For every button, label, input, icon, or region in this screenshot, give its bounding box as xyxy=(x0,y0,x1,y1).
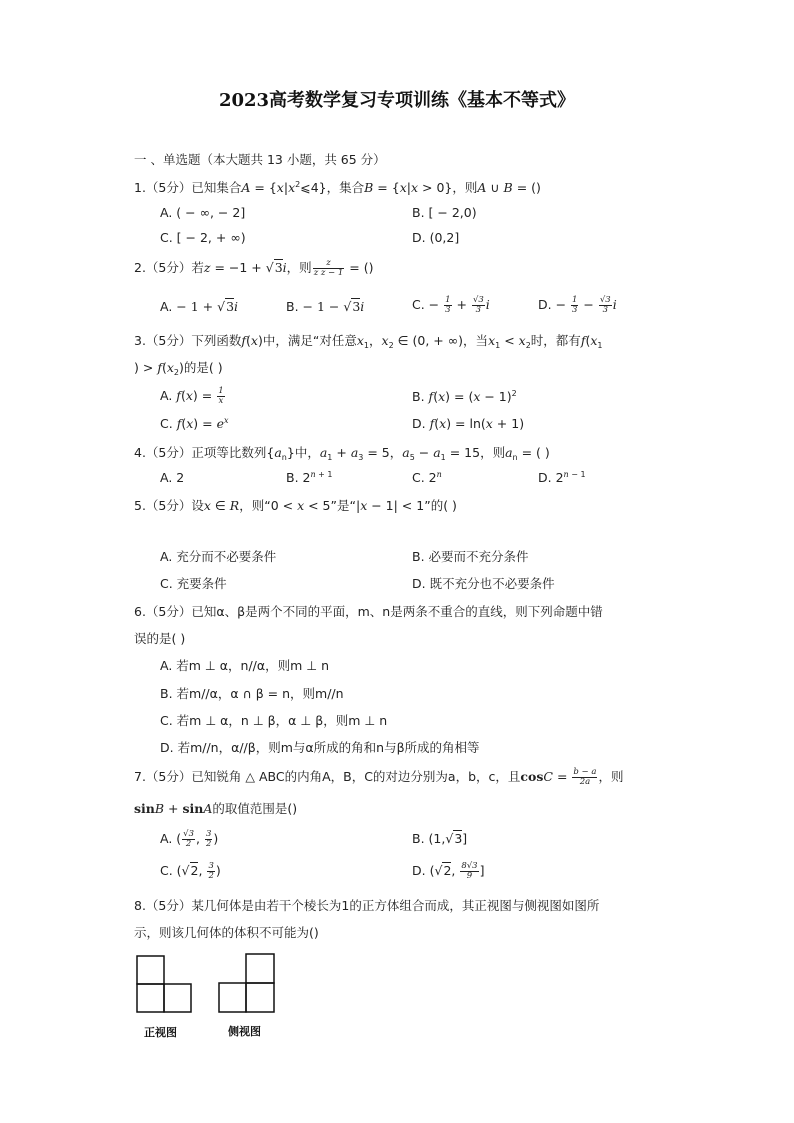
front-view-drawing xyxy=(137,956,191,1012)
question-4-option-c: C. 2$^n$ xyxy=(412,470,442,485)
question-4-option-a: A. 2 xyxy=(160,470,185,485)
question-3-stem-line1: 3.（5分）下列函数f(x)中，满足“对任意$x_1$，$x_2$ ∈ (0, + ∞)，当$x_1 < x_2$时，都有$f(x_1$ xyxy=(134,333,603,350)
question-1-stem: 1.（5分）已知集合$A = \{x|x^2⩽4\}$，集合B = {x|x > 0}，则A ∪ B = () xyxy=(134,180,541,195)
question-5-option-b: B. 必要而不充分条件 xyxy=(412,549,529,564)
question-7-option-b: B. (1,√3] xyxy=(412,831,468,846)
question-7-option-d: D. (√2, $\frac{8√3}{9}$ ] xyxy=(412,861,485,881)
question-1-option-b: B. [ − 2,0) xyxy=(412,205,477,220)
question-2-option-a: A. − 1 + √3i xyxy=(160,299,239,314)
document-title: 2023高考数学复习专项训练《基本不等式》 xyxy=(218,90,576,111)
question-4-stem: 4.（5分）正项等比数列$\{a_n\}$中，$a_1 + a_3 = 5$，$a_5 - a_1 = 15$，则$a_n$ = ( ) xyxy=(134,445,550,462)
question-5-option-c: C. 充要条件 xyxy=(160,576,227,591)
section-heading: 一 、单选题（本大题共 13 小题，共 65 分） xyxy=(134,152,386,167)
question-7-stem-line1: 7.（5分）已知锐角 △ ABC的内角A，B，C的对边分别为a，b，c，且cosC = $\frac{b - a}{2a}$ ，则 xyxy=(134,767,624,787)
question-6-option-c: C. 若m ⊥ α，n ⊥ β，α ⊥ β，则m ⊥ n xyxy=(160,713,388,728)
question-3-stem-line2: ) > $f(x_2)$的是( ) xyxy=(134,360,223,377)
question-6-stem-line2: 误的是( ) xyxy=(134,631,186,646)
question-1-option-d: D. (0,2] xyxy=(412,230,460,245)
question-5-stem: 5.（5分）设x ∈ R，则“0 < x < 5”是“|x − 1| < 1”的( ) xyxy=(134,498,457,513)
question-7-option-c: C. (√2, $\frac{3}{2}$ ) xyxy=(160,861,221,881)
question-1-option-a: A. ( − ∞, − 2] xyxy=(160,205,246,220)
front-view-label: 正视图 xyxy=(144,1026,177,1039)
side-view-drawing xyxy=(219,954,274,1012)
side-view-label: 侧视图 xyxy=(228,1025,261,1038)
question-3-option-b: B. $f(x) = (x - 1)^2$ xyxy=(412,389,517,404)
question-2-option-c: C. − $\frac{1}{3}$ + $\frac{√3}{3}$ i xyxy=(412,295,490,315)
question-6-option-d: D. 若m//n，α//β，则m与α所成的角和n与β所成的角相等 xyxy=(160,740,480,755)
question-3-option-a: A. f(x) = $\frac{1}{x}$ xyxy=(160,386,224,406)
question-8-stem-line2: 示，则该几何体的体积不可能为() xyxy=(134,925,319,940)
question-4-option-d: D. $2^{n - 1}$ xyxy=(538,470,586,485)
question-2-option-b: B. − 1 − √3i xyxy=(286,299,365,314)
question-3-option-d: D. f(x) = ln(x + 1) xyxy=(412,416,525,431)
question-2-stem: 2.（5分）若z = −1 + √3i，则 $\frac{z}{\text{z z − 1}}$ = () xyxy=(134,258,374,278)
question-8-stem-line1: 8.（5分）某几何体是由若干个棱长为1的正方体组合而成，其正视图与侧视图如图所 xyxy=(134,898,600,913)
question-6-option-a: A. 若m ⊥ α，n//α，则m ⊥ n xyxy=(160,658,330,673)
question-5-option-d: D. 既不充分也不必要条件 xyxy=(412,576,555,591)
three-view-figure xyxy=(130,948,290,1048)
question-5-option-a: A. 充分而不必要条件 xyxy=(160,549,277,564)
question-4-option-b: B. $2^{n + 1}$ xyxy=(286,470,333,485)
question-3-option-c: C. $f(x) = e^x$ xyxy=(160,416,229,431)
question-6-option-b: B. 若m//α，α ∩ β = n，则m//n xyxy=(160,686,344,701)
question-6-stem-line1: 6.（5分）已知α、β是两个不同的平面，m、n是两条不重合的直线，则下列命题中错 xyxy=(134,604,603,619)
question-2-option-d: D. − $\frac{1}{3}$ − $\frac{√3}{3}$ i xyxy=(538,295,617,315)
question-7-option-a: A. ( $\frac{√3}{2}$ , $\frac{3}{2}$ ) xyxy=(160,829,219,849)
question-1-option-c: C. [ − 2, + ∞) xyxy=(160,230,246,245)
question-7-stem-line2: sinB + sinA的取值范围是() xyxy=(134,801,298,816)
